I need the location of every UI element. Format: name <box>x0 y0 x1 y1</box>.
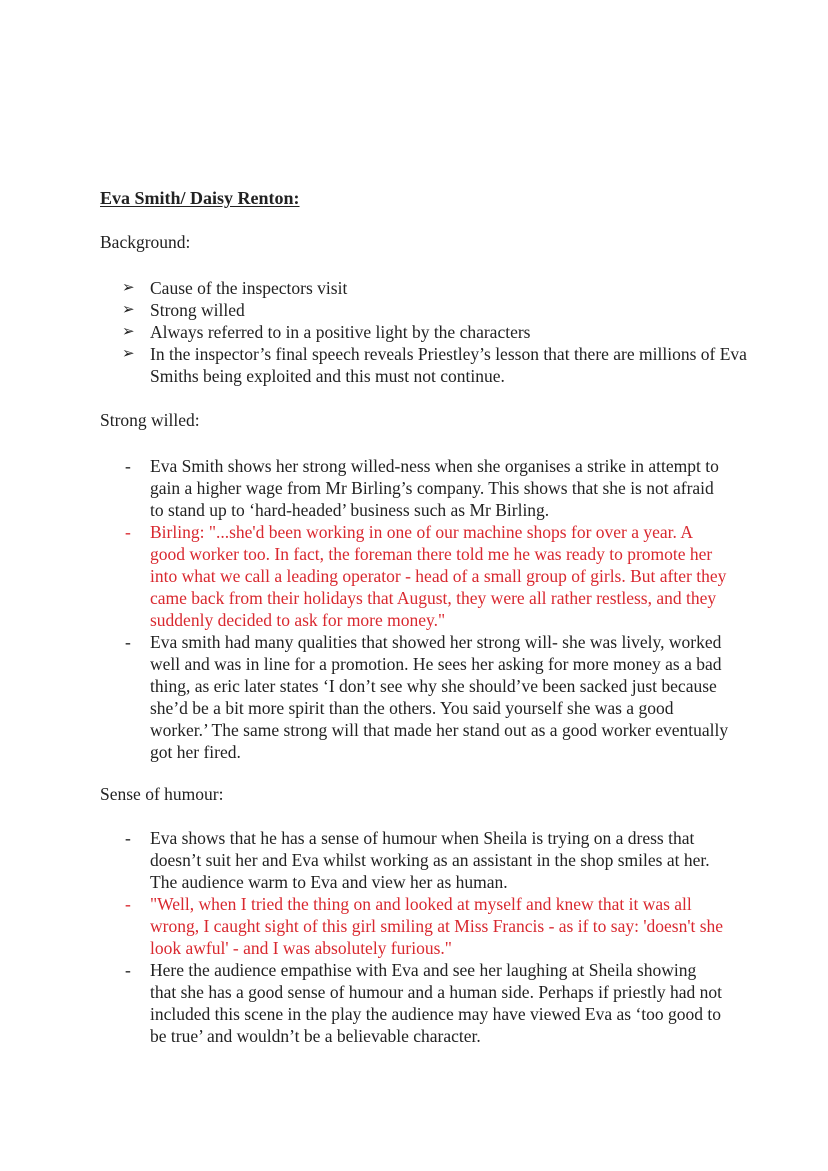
list-item: ➢ In the inspector’s final speech reveals Priestley’s lesson that there are millions of Eva Smiths being exploited and this must not continue. <box>150 343 750 387</box>
quote-item: - Birling: "...she'd been working in one of our machine shops for over a year. A good worker too. In fact, the foreman there told me he was ready to promote her into what we call a leading operator - head of a small group of girls. But after they came back from their holidays that August, they were all rather restless, and they suddenly decided to ask for more money." <box>150 521 730 631</box>
list-item: - Eva smith had many qualities that showed her strong will- she was lively, worked well and was in line for a promotion. He sees her asking for more money as a bad thing, as eric later states ‘I don’t see why she should’ve been sacked just because she’d be a bit more spirit than the others. You said yourself she was a good worker.’ The same strong will that made her stand out as a good worker eventually got her fired. <box>150 631 730 763</box>
list-item: - Eva Smith shows her strong willed-ness when she organises a strike in attempt to gain a higher wage from Mr Birling’s company. This shows that she is not afraid to stand up to ‘hard-headed’ business such as Mr Birling. <box>150 455 730 521</box>
list-item: ➢ Always referred to in a positive light by the characters <box>150 321 750 343</box>
section-heading-strong-willed: Strong willed: <box>100 410 200 430</box>
sense-of-humour-list <box>150 827 725 1047</box>
background-list <box>150 277 750 387</box>
strong-willed-list <box>150 455 730 763</box>
quote-item: - "Well, when I tried the thing on and looked at myself and knew that it was all wrong, I caught sight of this girl smiling at Miss Francis - as if to say: 'doesn't she look awful' - and I was absolutely furious." <box>150 893 725 959</box>
page-title: Eva Smith/ Daisy Renton: <box>100 188 300 208</box>
list-item: - Eva shows that he has a sense of humour when Sheila is trying on a dress that doesn’t suit her and Eva whilst working as an assistant in the shop smiles at her. The audience warm to Eva and view her as human. <box>150 827 725 893</box>
list-item: ➢ Cause of the inspectors visit <box>150 277 750 299</box>
section-heading-sense-of-humour: Sense of humour: <box>100 784 224 804</box>
section-heading-background: Background: <box>100 232 191 252</box>
list-item: ➢ Strong willed <box>150 299 750 321</box>
list-item: - Here the audience empathise with Eva and see her laughing at Sheila showing that she has a good sense of humour and a human side. Perhaps if priestly had not included this scene in the play the audience may have viewed Eva as ‘too good to be true’ and wouldn’t be a believable character. <box>150 959 725 1047</box>
